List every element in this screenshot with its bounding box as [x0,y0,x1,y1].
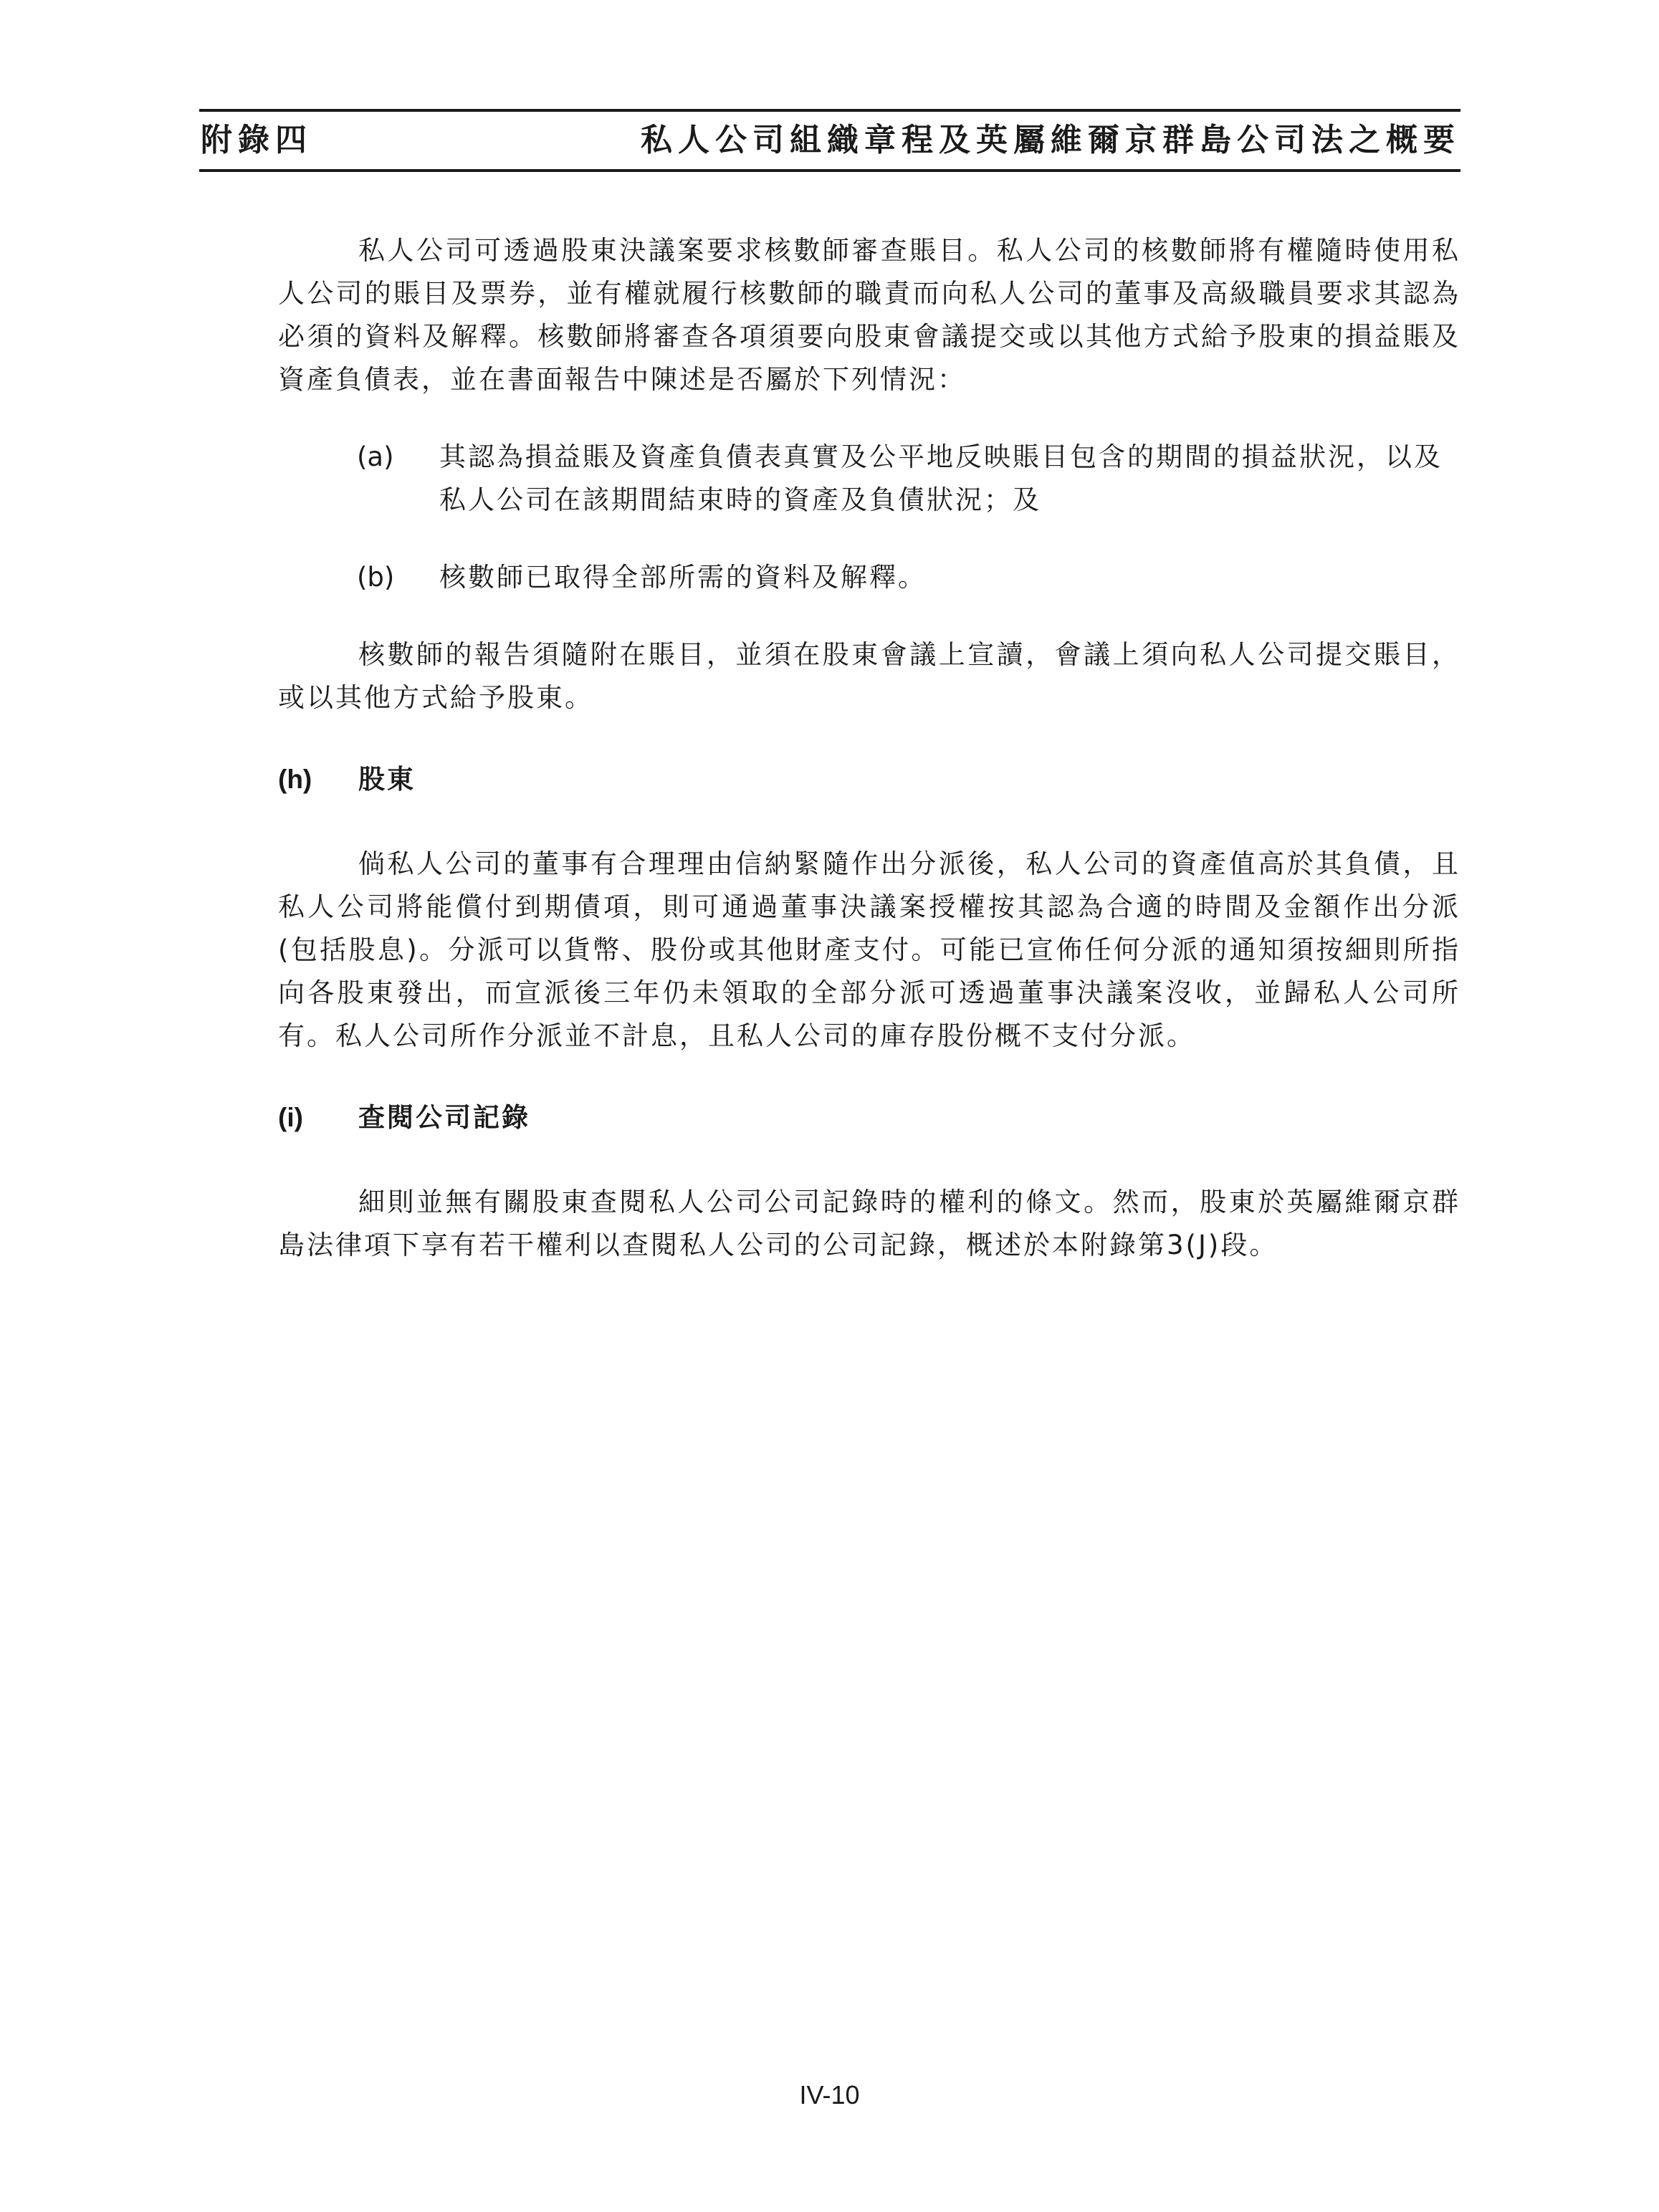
list-item-a [278,436,1460,522]
page-header [199,109,1460,172]
list-item-b-text: 核數師已取得全部所需的資料及解釋。 [439,562,927,593]
list-item-a-label: (a) [357,441,394,472]
list-item-b [278,556,1460,599]
section-i-title: 查閱公司記錄 [358,1102,530,1133]
section-i-label: (i) [278,1103,303,1132]
list-item-a-text: 其認為損益賬及資產負債表真實及公平地反映賬目包含的期間的損益狀況，以及私人公司在該期間結束時的資產及負債狀況；及 [439,441,1443,515]
section-h-title: 股東 [358,764,416,795]
paragraph-auditor-report: 核數師的報告須隨附在賬目，並須在股東會議上宣讀，會議上須向私人公司提交賬目，或以其他方式給予股東。 [278,639,1460,713]
page-number: IV-10 [799,2080,860,2110]
appendix-label: 附錄四 [201,122,312,158]
document-body [278,229,1460,1267]
paragraph-auditor-review: 私人公司可透過股東決議案要求核數師審查賬目。私人公司的核數師將有權隨時使用私人公司的賬目及票券，並有權就履行核數師的職責而向私人公司的董事及高級職員要求其認為必須的資料及解釋。核數師將審查各項須要向股東會議提交或以其他方式給予股東的損益賬及資產負債表，並在書面報告中陳述是否屬於下列情況： [278,235,1460,395]
section-heading-shareholders [278,758,1460,801]
list-item-b-label: (b) [357,562,395,593]
section-h-label: (h) [278,765,312,794]
paragraph-inspection-rights: 細則並無有關股東查閱私人公司公司記錄時的權利的條文。然而，股東於英屬維爾京群島法律項下享有若干權利以查閱私人公司的公司記錄，概述於本附錄第3(J)段。 [278,1187,1460,1260]
paragraph-distributions: 倘私人公司的董事有合理理由信納緊隨作出分派後，私人公司的資產值高於其負債，且私人公司將能償付到期債項，則可通過董事決議案授權按其認為合適的時間及金額作出分派(包括股息)。分派可以貨幣、股份或其他財產支付。可能已宣佈任何分派的通知須按細則所指向各股東發出，而宣派後三年仍未領取的全部分派可透過董事決議案沒收，並歸私人公司所有。私人公司所作分派並不計息，且私人公司的庫存股份概不支付分派。 [278,848,1460,1051]
header-title: 私人公司組織章程及英屬維爾京群島公司法之概要 [641,122,1460,158]
section-heading-records [278,1096,1460,1139]
